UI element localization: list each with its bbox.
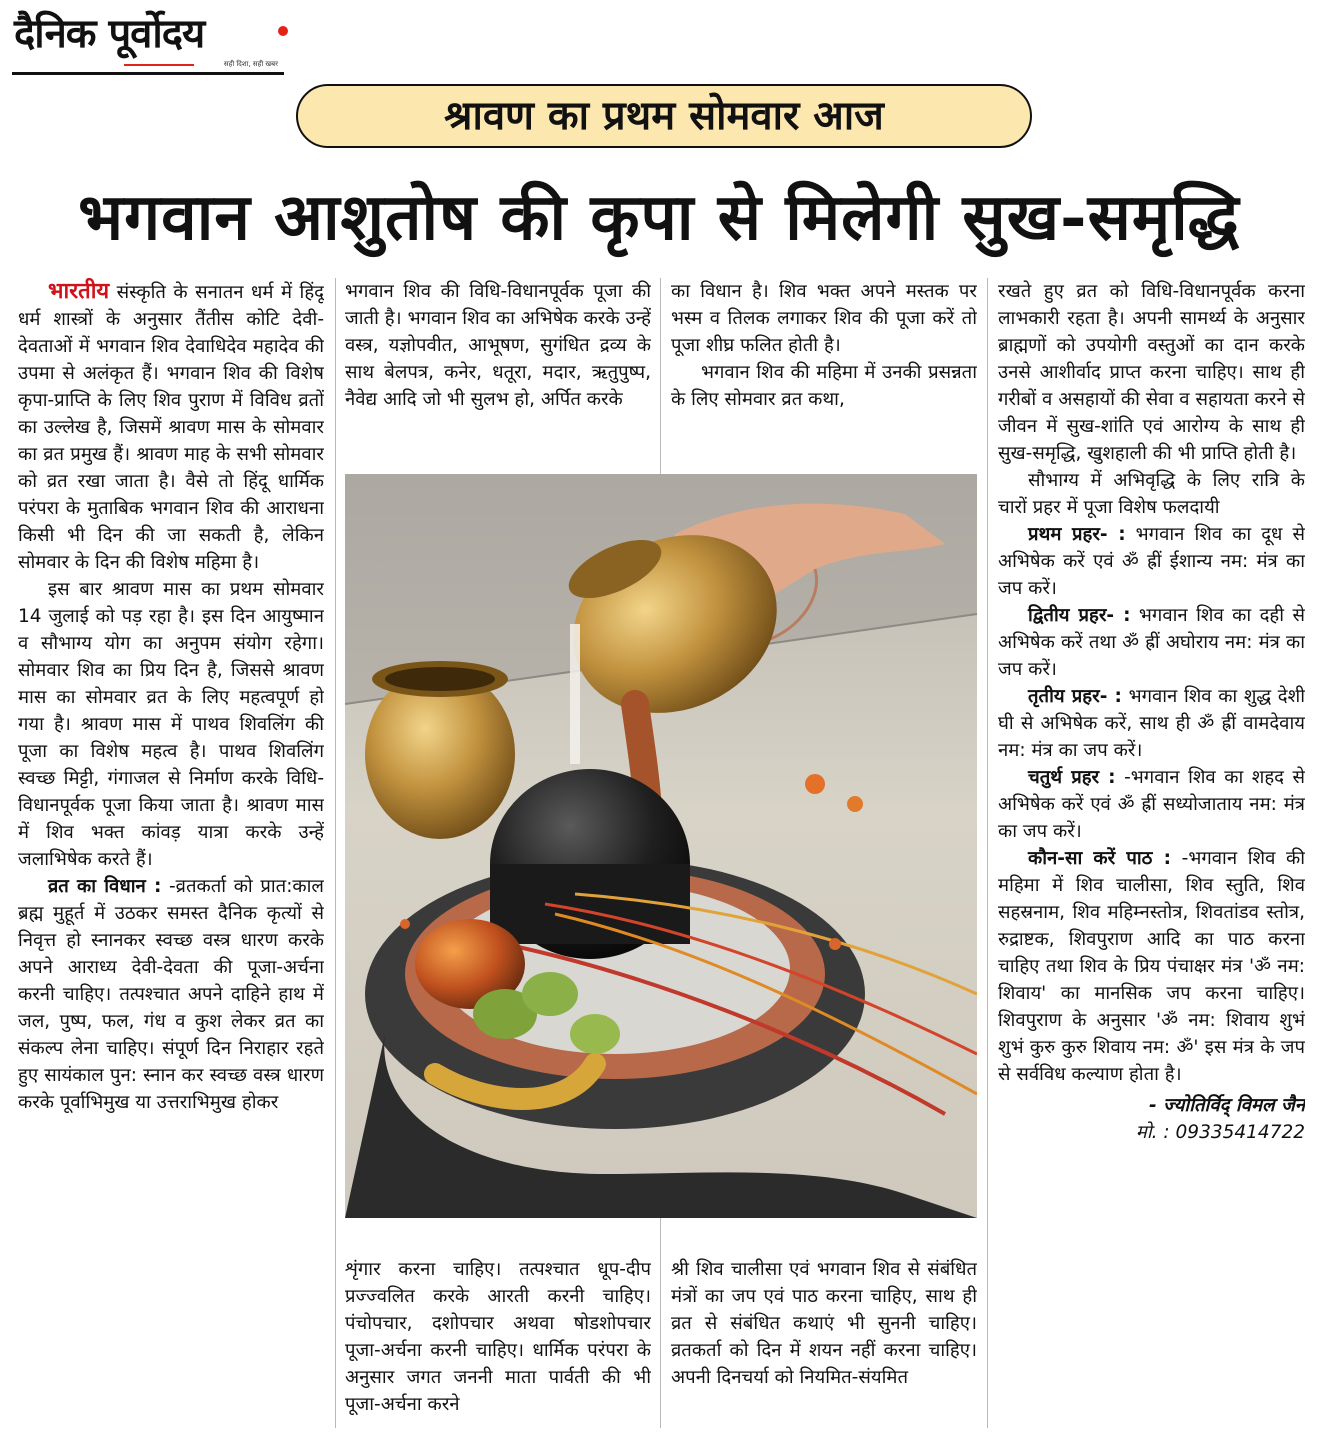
subheading: चतुर्थ प्रहर : xyxy=(1028,767,1116,788)
masthead-rule xyxy=(12,72,284,75)
paragraph-text: संस्कृति के सनातन धर्म में हिंदू धर्म शास्त्रों के अनुसार तैंतीस कोटि देवी-देवताओं में भगवान शिव देवाधिदेव महादेव की उपमा से अलंकृत हैं। भगवान शिव की विशेष कृपा-प्राप्ति के लिए शिव पुराण में विविध व्रतों का उल्लेख है, जिसमें श्रावण मास के सोमवार का व्रत प्रमुख हैं। श्रावण माह के सभी सोमवार को व्रत रखा जाता है। वैसे तो हिंदू धार्मिक परंपरा के मुताबिक भगवान शिव की आराधना किसी भी दिन की जा सकती है, लेकिन सोमवार के दिन की विशेष महिमा है। xyxy=(18,282,324,573)
newspaper-name: दैनिक पूर्वोदय xyxy=(14,11,205,57)
column-rule xyxy=(987,278,988,1428)
paragraph xyxy=(998,764,1305,845)
author-mobile: मो. : 09335414722 xyxy=(1135,1122,1305,1143)
paragraph xyxy=(998,845,1305,1088)
paragraph-text: -भगवान शिव की महिमा में शिव चालीसा, शिव स्तुति, शिव सहस्रनाम, शिव महिम्नस्तोत्र, शिवतांडव स्तोत्र, रुद्राष्टक, शिवपुराण आदि का पाठ करना चाहिए तथा शिव के प्रिय पंचाक्षर मंत्र 'ॐ नम: शिवाय' का मानसिक जप करना चाहिए। शिवपुराण के अनुसार 'ॐ नम: शिवाय शुभं शुभं कुरु कुरु शिवाय नम: ॐ' इस मंत्र के जप से सर्वविध कल्याण होता है। xyxy=(998,848,1305,1085)
article-headline: भगवान आशुतोष की कृपा से मिलेगी सुख-समृद्धि xyxy=(78,180,1240,255)
subheading: व्रत का विधान : xyxy=(48,876,162,897)
column-rule xyxy=(335,278,336,1428)
subheading: कौन-सा करें पाठ : xyxy=(1028,848,1172,869)
paragraph xyxy=(18,278,324,576)
paragraph xyxy=(998,602,1305,683)
shivling-puja-image xyxy=(345,474,977,1218)
paragraph-text: भगवान शिव का दूध से अभिषेक करें एवं ॐ ह्रीं ईशान्य नम: मंत्र का जप करें। xyxy=(998,524,1305,599)
newspaper-tagline: सही दिशा, सही खबर xyxy=(223,60,278,68)
subheading: तृतीय प्रहर- : xyxy=(1028,686,1122,707)
paragraph: रखते हुए व्रत को विधि-विधानपूर्वक करना लाभकारी रहता है। अपनी सामर्थ्य के अनुसार ब्राह्मणों को उपयोगी वस्तुओं का दान करके उनसे आशीर्वाद प्राप्त करना चाहिए। साथ ही गरीबों व असहायों की सेवा व सहायता करने से जीवन में सुख-शांति एवं आरोग्य के साथ ही सुख-समृद्धि, खुशहाली की भी प्राप्ति होती है। xyxy=(998,281,1305,464)
shivling-photo xyxy=(345,474,977,1218)
paragraph: का विधान है। शिव भक्त अपने मस्तक पर भस्म व तिलक लगाकर शिव की पूजा करें तो पूजा शीघ्र फलित होती है। xyxy=(671,281,977,356)
subheading: द्वितीय प्रहर- : xyxy=(1028,605,1131,626)
subheading: प्रथम प्रहर- : xyxy=(1028,524,1126,545)
paragraph: सौभाग्य में अभिवृद्धि के लिए रात्रि के चारों प्रहर में पूजा विशेष फलदायी xyxy=(998,470,1305,518)
masthead-dot-icon xyxy=(278,26,288,36)
article-column-2-top xyxy=(345,278,651,468)
paragraph: इस बार श्रावण मास का प्रथम सोमवार 14 जुलाई को पड़ रहा है। इस दिन आयुष्मान व सौभाग्य योग का अनुपम संयोग रहेगा। सोमवार शिव का प्रिय दिन है, जिससे श्रावण मास का सोमवार व्रत के लिए महत्वपूर्ण हो गया है। श्रावण मास में पाथव शिवलिंग की पूजा का विशेष महत्व है। पाथव शिवलिंग स्वच्छ मिट्टी, गंगाजल से निर्माण करके विधि-विधानपूर्वक पूजा किया जाता है। श्रावण मास में शिव भक्त कांवड़ यात्रा करके उन्हें जलाभिषेक करते हैं। xyxy=(18,579,324,870)
masthead-accent-line xyxy=(124,64,194,66)
paragraph: श्री शिव चालीसा एवं भगवान शिव से संबंधित मंत्रों का जप एवं पाठ करना चाहिए, साथ ही व्रत से संबंधित कथाएं भी सुननी चाहिए। व्रतकर्ता को दिन में शयन नहीं करना चाहिए। अपनी दिनचर्या को नियमित-संयमित xyxy=(671,1259,977,1388)
article-column-3-bottom xyxy=(671,1256,977,1436)
paragraph: शृंगार करना चाहिए। तत्पश्चात धूप-दीप प्रज्ज्वलित करके आरती करनी चाहिए। पंचोपचार, दशोपचार अथवा षोडशोपचार पूजा-अर्चना करनी चाहिए। धार्मिक परंपरा के अनुसार जगत जननी माता पार्वती की भी पूजा-अर्चना करने xyxy=(345,1259,651,1415)
article-column-3-top xyxy=(671,278,977,468)
article-column-1 xyxy=(18,278,324,1436)
author-byline: - ज्योतिर्विद् विमल जैन xyxy=(1148,1095,1305,1116)
paragraph xyxy=(18,873,324,1116)
paragraph-text: -भगवान शिव का शहद से अभिषेक करें एवं ॐ ह्रीं सध्योजाताय नम: मंत्र का जप करें। xyxy=(998,767,1305,842)
article-column-4 xyxy=(998,278,1305,1436)
paragraph-text: भगवान शिव का दही से अभिषेक करें तथा ॐ ह्रीं अघोराय नम: मंत्र का जप करें। xyxy=(998,605,1305,680)
kicker-banner: श्रावण का प्रथम सोमवार आज xyxy=(296,84,1032,148)
paragraph: भगवान शिव की विधि-विधानपूर्वक पूजा की जाती है। भगवान शिव का अभिषेक करके उन्हें वस्त्र, यज्ञोपवीत, आभूषण, सुगंधित द्रव्य के साथ बेलपत्र, कनेर, धतूरा, मदार, ऋतुपुष्प, नैवेद्य आदि जो भी सुलभ हो, अर्पित करके xyxy=(345,281,651,410)
paragraph-text: -व्रतकर्ता को प्रात:काल ब्रह्म मुहूर्त में उठकर समस्त दैनिक कृत्यों से निवृत्त हो स्नानकर स्वच्छ वस्त्र धारण करके अपने आराध्य देवी-देवता की पूजा-अर्चना करनी चाहिए। तत्पश्चात अपने दाहिने हाथ में जल, पुष्प, फल, गंध व कुश लेकर व्रत का संकल्प लेना चाहिए। संपूर्ण दिन निराहार रहते हुए सायंकाल पुन: स्नान कर स्वच्छ वस्त्र धारण करके पूर्वाभिमुख या उत्तराभिमुख होकर xyxy=(18,876,324,1113)
masthead xyxy=(12,8,284,74)
paragraph xyxy=(998,521,1305,602)
article-column-2-bottom xyxy=(345,1256,651,1436)
paragraph-text: भगवान शिव का शुद्ध देशी घी से अभिषेक करें, साथ ही ॐ ह्रीं वामदेवाय नम: मंत्र का जप करें। xyxy=(998,686,1305,761)
paragraph: भगवान शिव की महिमा में उनकी प्रसन्नता के लिए सोमवार व्रत कथा, xyxy=(671,362,977,410)
lead-word: भारतीय xyxy=(48,279,110,304)
paragraph xyxy=(998,683,1305,764)
